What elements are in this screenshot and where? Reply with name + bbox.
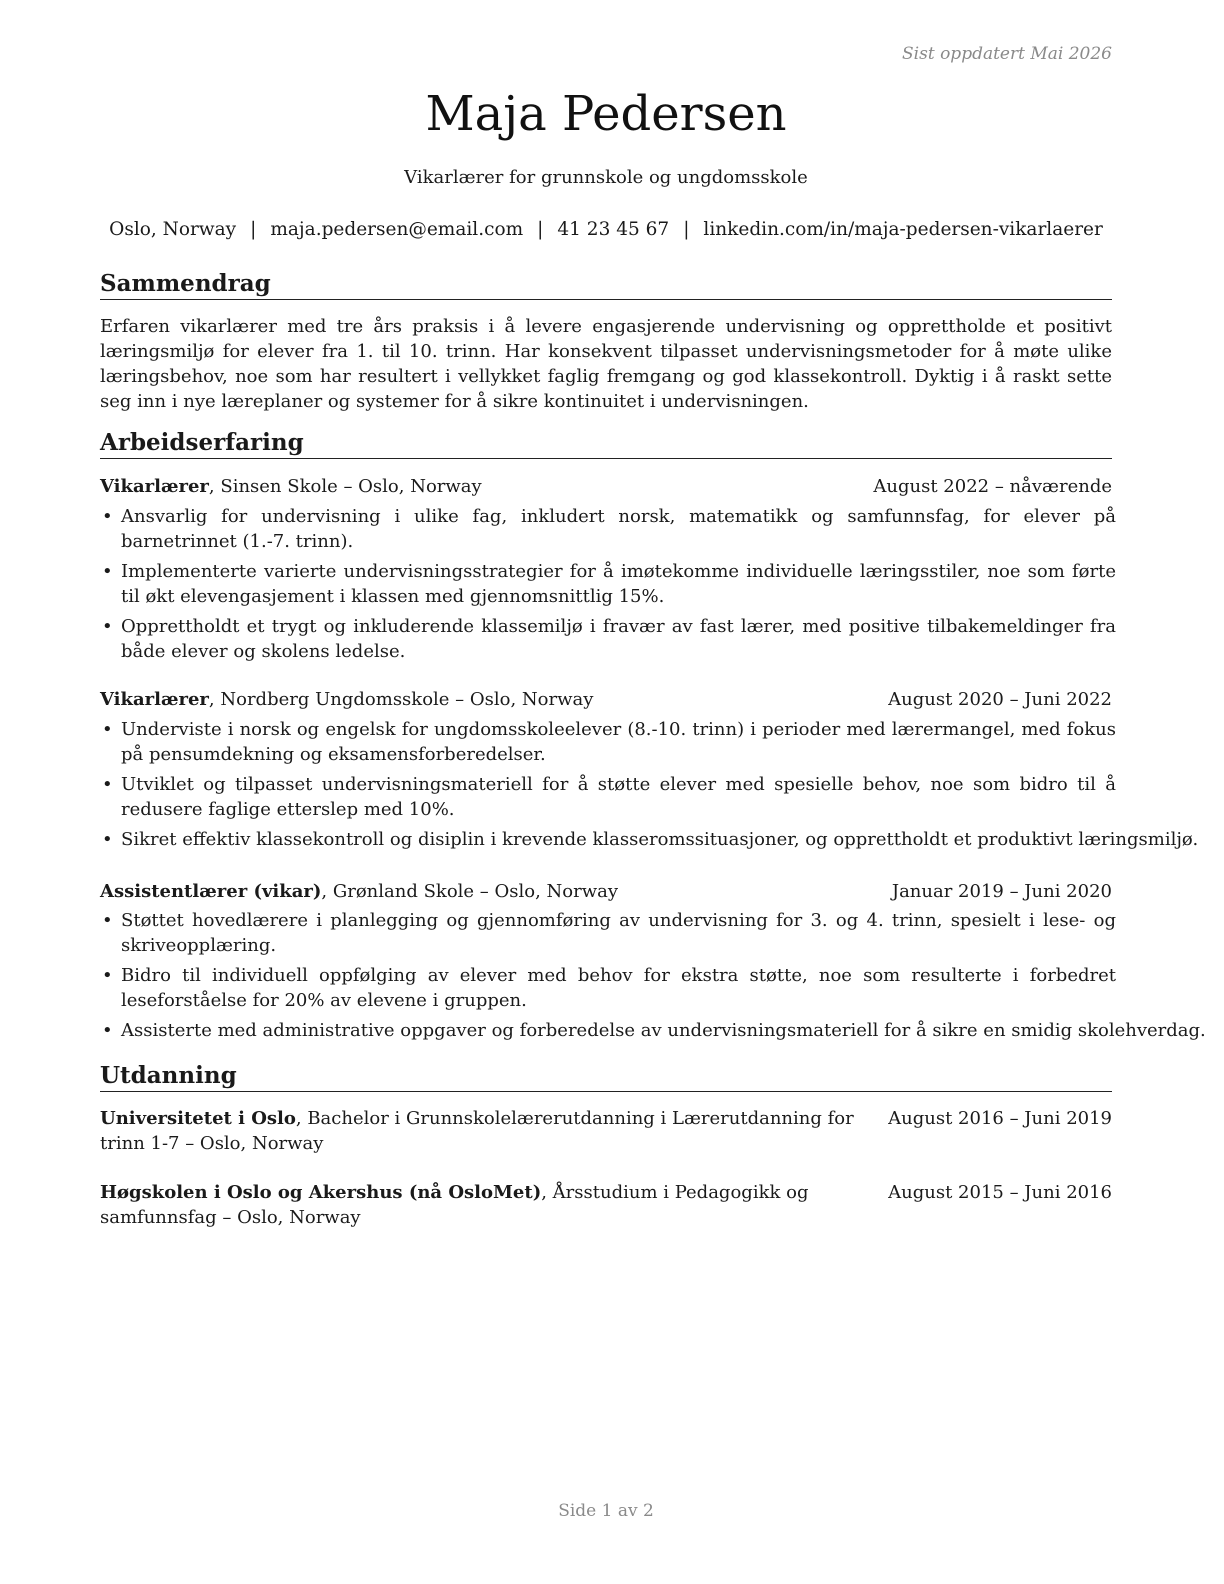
section-title-summary: Sammendrag	[100, 270, 1112, 300]
bullet-icon: •	[102, 774, 113, 795]
education-dates: August 2016 – Juni 2019	[888, 1108, 1112, 1129]
education-dates: August 2015 – Juni 2016	[888, 1182, 1112, 1203]
bullet-icon: •	[102, 616, 113, 637]
resume-page	[100, 0, 1206, 1584]
last-updated: Sist oppdatert Mai 2026	[902, 44, 1112, 64]
job-org: , Grønland Skole – Oslo, Norway	[321, 881, 619, 902]
list-item: • Utviklet og tilpasset undervisningsmateriell for å støtte elever med spesielle behov, noe som bidro til å redusere faglige etterslep med 10%.	[102, 774, 1116, 820]
education-detail: , Bachelor i Grunnskolelærerutdanning i Lærerutdanning for trinn 1-7 – Oslo, Norway	[100, 1108, 854, 1154]
list-item: • Implementerte varierte undervisningsstrategier for å imøtekomme individuelle læringsstiler, noe som førte til økt elevengasjement i klassen med gjennomsnittlig 15%.	[102, 561, 1116, 607]
job-dates: Januar 2019 – Juni 2020	[891, 881, 1112, 902]
list-item: • Ansvarlig for undervisning i ulike fag, inkludert norsk, matematikk og samfunnsfag, for elever på barnetrinnet (1.-7. trinn).	[102, 506, 1116, 552]
bullet-icon: •	[102, 829, 113, 850]
contact-line	[100, 219, 1112, 240]
education-item	[100, 1106, 1112, 1156]
contact-separator: |	[250, 219, 257, 240]
job-org: , Sinsen Skole – Oslo, Norway	[208, 476, 482, 497]
job-bullets	[100, 717, 1199, 857]
list-item: • Sikret effektiv klassekontroll og disiplin i krevende klasseromssituasjoner, og opprettholdt et produktivt læringsmiljø.	[102, 829, 1199, 850]
job-bullets	[100, 504, 1116, 669]
contact-separator: |	[683, 219, 690, 240]
job-org: , Nordberg Ungdomsskole – Oslo, Norway	[208, 689, 594, 710]
bullet-icon: •	[102, 910, 113, 931]
job-header	[100, 879, 1112, 904]
section-title-experience: Arbeidserfaring	[100, 429, 1112, 459]
bullet-icon: •	[102, 1020, 113, 1041]
section-title-education: Utdanning	[100, 1062, 1112, 1092]
job-role: Vikarlærer	[100, 476, 209, 497]
list-item: • Underviste i norsk og engelsk for ungdomsskoleelever (8.-10. trinn) i perioder med lærermangel, med fokus på pensumdekning og eksamensforberedelser.	[102, 719, 1116, 765]
job-dates: August 2020 – Juni 2022	[888, 689, 1112, 710]
contact-linkedin[interactable]: linkedin.com/in/maja-pedersen-vikarlaerer	[703, 219, 1103, 240]
candidate-title: Vikarlærer for grunnskole og ungdomsskole	[404, 167, 808, 188]
list-item: • Opprettholdt et trygt og inkluderende klassemiljø i fravær av fast lærer, med positive tilbakemeldinger fra både elever og skolens ledelse.	[102, 616, 1116, 662]
job-header	[100, 474, 1112, 499]
page-number: Side 1 av 2	[558, 1501, 654, 1521]
contact-separator: |	[537, 219, 544, 240]
list-item: • Bidro til individuell oppfølging av elever med behov for ekstra støtte, noe som resulterte i forbedret leseforståelse for 20% av elevene i gruppen.	[102, 965, 1116, 1011]
education-item	[100, 1180, 1112, 1230]
bullet-icon: •	[102, 561, 113, 582]
bullet-icon: •	[102, 965, 113, 986]
contact-phone: 41 23 45 67	[557, 219, 670, 240]
job-bullets	[100, 908, 1206, 1048]
job-dates: August 2022 – nåværende	[873, 476, 1112, 497]
contact-email[interactable]: maja.pedersen@email.com	[270, 219, 524, 240]
list-item: • Støttet hovedlærere i planlegging og gjennomføring av undervisning for 3. og 4. trinn, spesielt i lese- og skriveopplæring.	[102, 910, 1116, 956]
contact-location: Oslo, Norway	[109, 219, 237, 240]
job-header	[100, 687, 1112, 712]
summary-text: Erfaren vikarlærer med tre års praksis i å levere engasjerende undervisning og opprettholde et positivt læringsmiljø for elever fra 1. til 10. trinn. Har konsekvent tilpasset undervisningsmetoder for å møte ulike læringsbehov, noe som har resultert i vellykket faglig fremgang og god klassekontroll. Dyktig i å raskt sette seg inn i nye læreplaner og systemer for å sikre kontinuitet i undervisningen.	[100, 316, 1112, 412]
candidate-name: Maja Pedersen	[425, 86, 787, 142]
bullet-icon: •	[102, 719, 113, 740]
education-school: Høgskolen i Oslo og Akershus (nå OsloMet)	[100, 1182, 542, 1203]
bullet-icon: •	[102, 506, 113, 527]
job-role: Assistentlærer (vikar)	[100, 881, 322, 902]
job-role: Vikarlærer	[100, 689, 209, 710]
list-item: • Assisterte med administrative oppgaver og forberedelse av undervisningsmateriell for å sikre en smidig skolehverdag.	[102, 1020, 1206, 1041]
education-school: Universitetet i Oslo	[100, 1108, 296, 1129]
education-detail: , Årsstudium i Pedagogikk og samfunnsfag – Oslo, Norway	[100, 1182, 809, 1228]
